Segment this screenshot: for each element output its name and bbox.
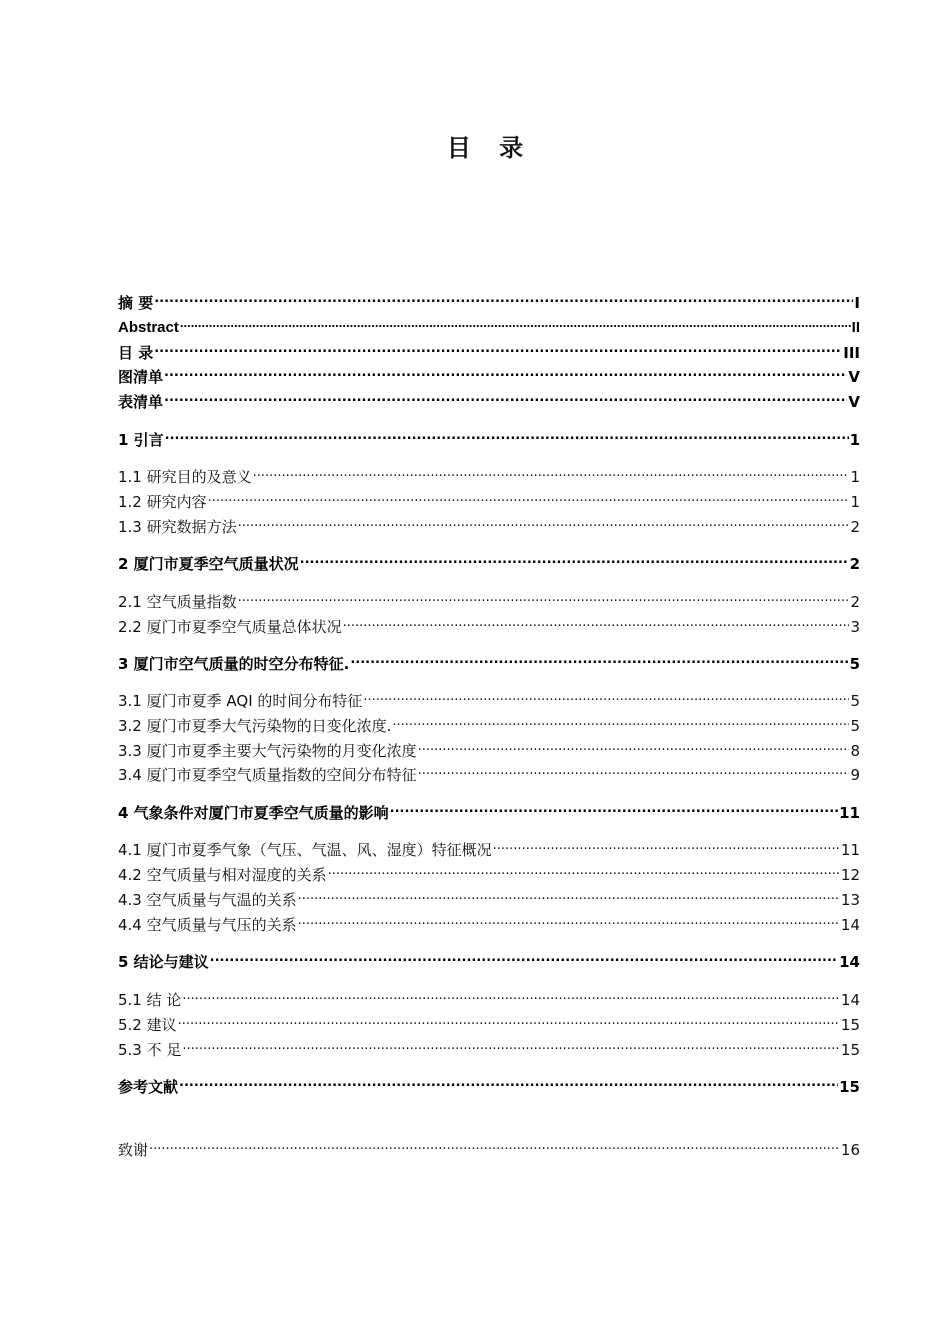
toc-leader-dots	[210, 947, 838, 967]
toc-entry-section-4-3[interactable]	[118, 885, 860, 909]
toc-page-number: V	[848, 368, 860, 386]
toc-page-number: 2	[850, 593, 860, 611]
toc-entry-label: 图清单	[118, 368, 164, 386]
toc-leader-dots	[164, 387, 847, 407]
toc-page-number: V	[848, 393, 860, 411]
toc-entry-label: 2.2 厦门市夏季空气质量总体状况	[118, 618, 342, 636]
toc-entry-section-1-2[interactable]	[118, 487, 860, 511]
toc-entry-label: 5.1 结 论	[118, 991, 182, 1009]
toc-leader-dots	[154, 338, 842, 358]
toc-page-number: II	[851, 319, 860, 336]
toc-page-number: III	[843, 344, 860, 362]
toc-entry-references[interactable]	[118, 1072, 860, 1096]
toc-entry-label: 3.4 厦门市夏季空气质量指数的空间分布特征	[118, 766, 417, 784]
toc-entry-section-1-3[interactable]	[118, 512, 860, 536]
toc-leader-dots	[208, 487, 850, 507]
toc-entry-label: 3.2 厦门市夏季大气污染物的日变化浓度.	[118, 717, 392, 735]
toc-leader-dots	[180, 312, 851, 332]
toc-entry-section-3-2[interactable]	[118, 711, 860, 735]
toc-entry-label: 4.4 空气质量与气压的关系	[118, 916, 297, 934]
toc-leader-dots	[392, 711, 849, 731]
toc-leader-dots	[149, 1135, 840, 1155]
toc-page-number: 5	[849, 655, 860, 673]
toc-entry-label: 表清单	[118, 393, 164, 411]
toc-page-number: 5	[850, 692, 860, 710]
toc-page-number: 1	[849, 431, 860, 449]
toc-entry-label: 1 引言	[118, 431, 164, 449]
toc-leader-dots	[418, 736, 850, 756]
toc-leader-dots	[165, 425, 849, 445]
toc-page-number: 14	[840, 991, 860, 1009]
toc-leader-dots	[343, 612, 850, 632]
toc-page-number: 13	[840, 891, 860, 909]
toc-entry-abstract-cn[interactable]	[118, 288, 860, 312]
toc-leader-dots	[154, 288, 853, 308]
toc-page-number: 12	[840, 866, 860, 884]
toc-entry-section-5-3[interactable]	[118, 1035, 860, 1059]
toc-leader-dots	[298, 910, 840, 930]
toc-entry-table-list[interactable]	[118, 387, 860, 411]
toc-leader-dots	[328, 860, 840, 880]
toc-entry-label: 4.3 空气质量与气温的关系	[118, 891, 297, 909]
toc-entry-label: 3.1 厦门市夏季 AQI 的时间分布特征	[118, 692, 363, 710]
toc-entry-section-5-2[interactable]	[118, 1010, 860, 1034]
toc-entry-label: 5.3 不 足	[118, 1041, 182, 1059]
toc-entry-label: 1.3 研究数据方法	[118, 518, 237, 536]
toc-page-number: 3	[850, 618, 860, 636]
toc-entry-section-2-2[interactable]	[118, 612, 860, 636]
toc-entry-label: 4.1 厦门市夏季气象（气压、气温、风、湿度）特征概况	[118, 841, 492, 859]
toc-entry-contents[interactable]	[118, 338, 860, 362]
toc-entry-label: 4 气象条件对厦门市夏季空气质量的影响	[118, 804, 389, 822]
toc-page-number: 15	[840, 1016, 860, 1034]
toc-entry-label: 2 厦门市夏季空气质量状况	[118, 555, 299, 573]
toc-entry-section-3-4[interactable]	[118, 760, 860, 784]
toc-entry-label: Abstract	[118, 319, 179, 336]
toc-leader-dots	[350, 649, 848, 669]
toc-page-number: 2	[850, 518, 860, 536]
toc-entry-chapter-5[interactable]	[118, 947, 860, 971]
toc-entry-section-2-1[interactable]	[118, 587, 860, 611]
toc-leader-dots	[390, 798, 838, 818]
toc-leader-dots	[300, 549, 849, 569]
toc-entry-acknowledgements[interactable]	[118, 1135, 860, 1159]
toc-entry-abstract-en[interactable]	[118, 312, 860, 336]
toc-page-number: 15	[839, 1078, 860, 1096]
toc-page-number: 14	[840, 916, 860, 934]
toc-page-number: 11	[839, 804, 860, 822]
toc-entry-section-1-1[interactable]	[118, 462, 860, 486]
toc-page-number: 14	[839, 953, 860, 971]
toc-entry-label: 1.1 研究目的及意义	[118, 468, 252, 486]
toc-page-number: 11	[840, 841, 860, 859]
toc-entry-label: 3.3 厦门市夏季主要大气污染物的月变化浓度	[118, 742, 417, 760]
toc-entry-chapter-4[interactable]	[118, 798, 860, 822]
toc-page-number: 8	[850, 742, 860, 760]
toc-entry-chapter-1[interactable]	[118, 425, 860, 449]
toc-entry-label: 致谢	[118, 1141, 149, 1159]
toc-page-number: 1	[850, 468, 860, 486]
toc-leader-dots	[164, 362, 847, 382]
toc-leader-dots	[493, 835, 840, 855]
toc-page-number: I	[854, 294, 860, 312]
toc-leader-dots	[182, 985, 840, 1005]
toc-entry-figure-list[interactable]	[118, 362, 860, 386]
toc-entry-section-4-1[interactable]	[118, 835, 860, 859]
toc-leader-dots	[363, 686, 849, 706]
page-title: 目 录	[446, 134, 534, 162]
toc-entry-section-3-3[interactable]	[118, 736, 860, 760]
toc-page-number: 5	[850, 717, 860, 735]
toc-leader-dots	[253, 462, 850, 482]
toc-entry-chapter-3[interactable]	[118, 649, 860, 673]
toc-entry-section-4-2[interactable]	[118, 860, 860, 884]
toc-entry-section-5-1[interactable]	[118, 985, 860, 1009]
toc-entry-label: 摘 要	[118, 294, 154, 312]
toc-entry-label: 参考文献	[118, 1078, 179, 1096]
toc-leader-dots	[238, 587, 850, 607]
toc-entry-section-4-4[interactable]	[118, 910, 860, 934]
toc-leader-dots	[238, 512, 850, 532]
toc-entry-label: 2.1 空气质量指数	[118, 593, 237, 611]
toc-entry-label: 3 厦门市空气质量的时空分布特征.	[118, 655, 350, 673]
toc-page-number: 16	[840, 1141, 860, 1159]
toc-leader-dots	[298, 885, 840, 905]
toc-page-number: 9	[850, 766, 860, 784]
toc-entry-chapter-2[interactable]	[118, 549, 860, 573]
toc-page-number: 15	[840, 1041, 860, 1059]
toc-entry-label: 5.2 建议	[118, 1016, 177, 1034]
toc-entry-label: 1.2 研究内容	[118, 493, 207, 511]
toc-entry-label: 5 结论与建议	[118, 953, 209, 971]
toc-leader-dots	[182, 1035, 840, 1055]
toc-entry-section-3-1[interactable]	[118, 686, 860, 710]
toc-entry-label: 目 录	[118, 344, 154, 362]
toc-entry-label: 4.2 空气质量与相对湿度的关系	[118, 866, 327, 884]
toc-page-number: 1	[850, 493, 860, 511]
toc-leader-dots	[418, 760, 850, 780]
toc-leader-dots	[178, 1010, 840, 1030]
toc-page-number: 2	[849, 555, 860, 573]
toc-leader-dots	[179, 1072, 838, 1092]
